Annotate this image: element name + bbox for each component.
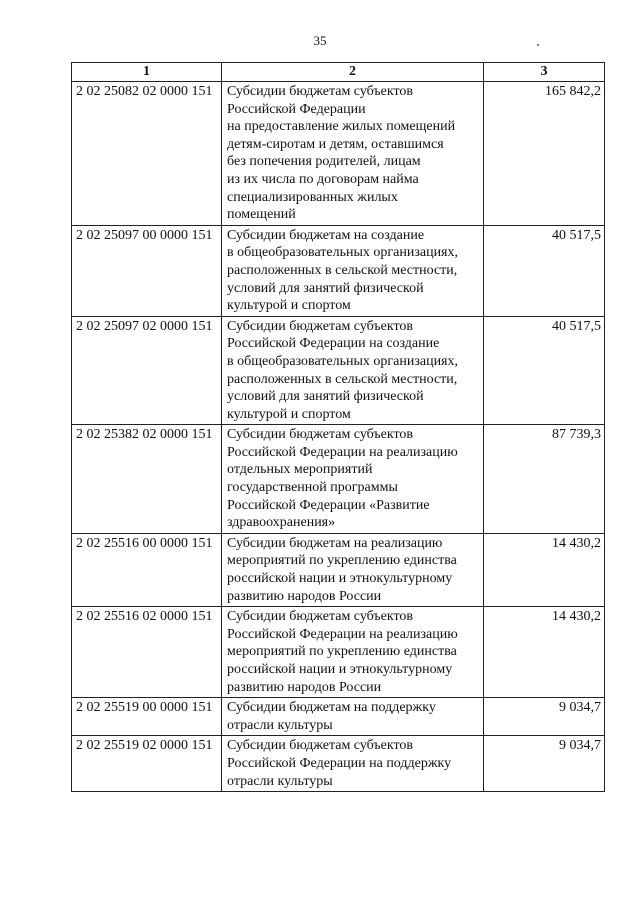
description-line: помещений — [227, 207, 296, 223]
description-line: культурой и спортом — [227, 406, 351, 422]
description-line: Российской Федерации на создание — [227, 336, 440, 352]
description-line: расположенных в сельской местности, — [227, 262, 458, 278]
description-line: условий для занятий физической — [227, 280, 424, 296]
budget-code-cell: 2 02 25519 00 0000 151 — [72, 698, 222, 736]
description-cell — [222, 82, 484, 226]
budget-code-cell: 2 02 25382 02 0000 151 — [72, 425, 222, 534]
table-body — [72, 82, 605, 792]
description-line: Российской Федерации «Развитие — [227, 497, 430, 513]
description-line: Российской Федерации — [227, 101, 366, 117]
description-cell — [222, 425, 484, 534]
description-line: государственной программы — [227, 480, 398, 496]
description-line: отрасли культуры — [227, 717, 333, 733]
amount-cell: 87 739,3 — [484, 425, 605, 534]
table-row — [72, 425, 605, 534]
table-row — [72, 698, 605, 736]
description-line: отдельных мероприятий — [227, 462, 373, 478]
description-line: Субсидии бюджетам субъектов — [227, 738, 414, 754]
description-line: в общеобразовательных организациях, — [227, 245, 458, 261]
amount-cell: 9 034,7 — [484, 698, 605, 736]
budget-code-cell: 2 02 25519 02 0000 151 — [72, 736, 222, 792]
budget-table — [71, 62, 605, 792]
budget-code-cell: 2 02 25097 00 0000 151 — [72, 225, 222, 316]
description-line: Российской Федерации на поддержку — [227, 755, 452, 771]
table-row — [72, 607, 605, 698]
table-row — [72, 533, 605, 606]
budget-code-cell: 2 02 25516 00 0000 151 — [72, 533, 222, 606]
table-row — [72, 736, 605, 792]
description-line: культурой и спортом — [227, 298, 351, 314]
description-line: специализированных жилых — [227, 189, 398, 205]
column-header-code: 1 — [72, 63, 222, 82]
description-line: в общеобразовательных организациях, — [227, 353, 458, 369]
description-line: Субсидии бюджетам субъектов — [227, 609, 414, 625]
amount-cell: 165 842,2 — [484, 82, 605, 226]
description-line: здравоохранения» — [227, 515, 336, 531]
description-cell — [222, 533, 484, 606]
amount-cell: 14 430,2 — [484, 533, 605, 606]
amount-cell: 40 517,5 — [484, 316, 605, 425]
description-line: Российской Федерации на реализацию — [227, 626, 458, 642]
column-header-amount: 3 — [484, 63, 605, 82]
description-line: российской нации и этнокультурному — [227, 571, 453, 587]
description-line: Субсидии бюджетам субъектов — [227, 427, 414, 443]
description-cell — [222, 225, 484, 316]
description-cell — [222, 698, 484, 736]
description-line: на предоставление жилых помещений — [227, 119, 456, 135]
description-line: мероприятий по укреплению единства — [227, 644, 457, 660]
table-row — [72, 225, 605, 316]
description-line: без попечения родителей, лицам — [227, 154, 421, 170]
description-line: Субсидии бюджетам на создание — [227, 227, 425, 243]
column-header-description: 2 — [222, 63, 484, 82]
budget-code-cell: 2 02 25516 02 0000 151 — [72, 607, 222, 698]
budget-code-cell: 2 02 25082 02 0000 151 — [72, 82, 222, 226]
description-line: условий для занятий физической — [227, 389, 424, 405]
description-line: российской нации и этнокультурному — [227, 662, 453, 677]
amount-cell: 9 034,7 — [484, 736, 605, 792]
description-line: Субсидии бюджетам субъектов — [227, 318, 414, 334]
description-cell — [222, 316, 484, 425]
budget-code-cell: 2 02 25097 02 0000 151 — [72, 316, 222, 425]
description-line: развитию народов России — [227, 588, 382, 604]
table-row — [72, 316, 605, 425]
table-header-row — [72, 63, 605, 82]
table-row — [72, 82, 605, 226]
description-line: расположенных в сельской местности, — [227, 371, 458, 387]
description-line: Субсидии бюджетам субъектов — [227, 84, 414, 99]
description-line: Субсидии бюджетам на реализацию — [227, 535, 443, 551]
description-line: Российской Федерации на реализацию — [227, 444, 458, 460]
amount-cell: 14 430,2 — [484, 607, 605, 698]
description-line: отрасли культуры — [227, 773, 333, 789]
description-line: детям-сиротам и детям, оставшимся — [227, 136, 444, 152]
description-line: мероприятий по укреплению единства — [227, 553, 457, 569]
description-cell — [222, 736, 484, 792]
description-line: Субсидии бюджетам на поддержку — [227, 700, 436, 716]
page-number: 35 — [313, 33, 327, 48]
description-cell — [222, 607, 484, 698]
amount-cell: 40 517,5 — [484, 225, 605, 316]
description-line: из их числа по договорам найма — [227, 171, 419, 187]
scan-speck — [537, 44, 539, 46]
description-line: развитию народов России — [227, 679, 382, 695]
